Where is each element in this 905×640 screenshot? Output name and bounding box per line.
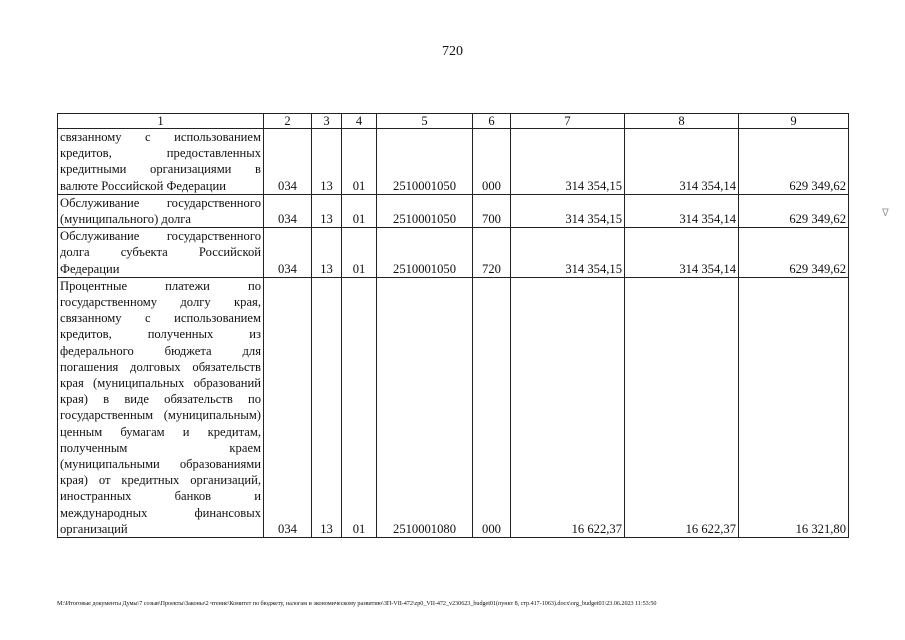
row-name: Обслуживание государственного долга субъекта Российской Федерации [58,228,264,278]
budget-table [57,113,849,538]
column-number-row [58,114,849,129]
type-code: 000 [473,277,511,537]
column-number: 7 [511,114,625,129]
column-number: 9 [739,114,849,129]
target-code: 2510001050 [377,194,473,227]
table-row [58,194,849,227]
target-code: 2510001050 [377,129,473,195]
amount-col9: 629 349,62 [739,129,849,195]
amount-col8: 314 354,14 [625,228,739,278]
row-name: связанному с использованием кредитов, предоставленных кредитными организациями в валюте Российской Федерации [58,129,264,195]
subsection-code: 01 [342,277,377,537]
type-code: 000 [473,129,511,195]
amount-col9: 629 349,62 [739,228,849,278]
column-number: 5 [377,114,473,129]
admin-code: 034 [264,129,312,195]
section-code: 13 [312,194,342,227]
amount-col7: 314 354,15 [511,129,625,195]
admin-code: 034 [264,194,312,227]
column-number: 8 [625,114,739,129]
subsection-code: 01 [342,228,377,278]
margin-mark: ᐁ [882,208,889,219]
page-number: 720 [442,44,463,59]
amount-col7: 16 622,37 [511,277,625,537]
target-code: 2510001050 [377,228,473,278]
type-code: 720 [473,228,511,278]
admin-code: 034 [264,277,312,537]
column-number: 1 [58,114,264,129]
admin-code: 034 [264,228,312,278]
amount-col9: 16 321,80 [739,277,849,537]
row-name: Процентные платежи по государственному долгу края, связанному с использованием кредитов, полученных из федерального бюджета для погашения долговых обязательств края (муниципальных образований края) в виде обязательств по государственным (муниципальным) ценным бумагам и кредитам, полученным краем (муниципальными образованиями края) от кредитных организаций, иностранных банков и международных финансовых организаций [58,277,264,537]
subsection-code: 01 [342,129,377,195]
amount-col7: 314 354,15 [511,194,625,227]
column-number: 2 [264,114,312,129]
amount-col8: 314 354,14 [625,194,739,227]
column-number: 3 [312,114,342,129]
amount-col8: 314 354,14 [625,129,739,195]
column-number: 4 [342,114,377,129]
subsection-code: 01 [342,194,377,227]
table-row [58,277,849,537]
section-code: 13 [312,129,342,195]
amount-col9: 629 349,62 [739,194,849,227]
footer-file-path: M:\Итоговые документы Думы\7 созыв\Проекты\Законы\2 чтение\Комитет по бюджету, налогам и экономическому развитию\ЗП-VII-472\zp0_VII-472_v230623_budget01(пункт 8, стр.417-1063).docx\org_budget01\23.06.2023 11:53:50 [57,600,657,607]
section-code: 13 [312,277,342,537]
table-row [58,228,849,278]
type-code: 700 [473,194,511,227]
amount-col8: 16 622,37 [625,277,739,537]
row-name: Обслуживание государственного (муниципального) долга [58,194,264,227]
column-number: 6 [473,114,511,129]
amount-col7: 314 354,15 [511,228,625,278]
table-row [58,129,849,195]
section-code: 13 [312,228,342,278]
target-code: 2510001080 [377,277,473,537]
